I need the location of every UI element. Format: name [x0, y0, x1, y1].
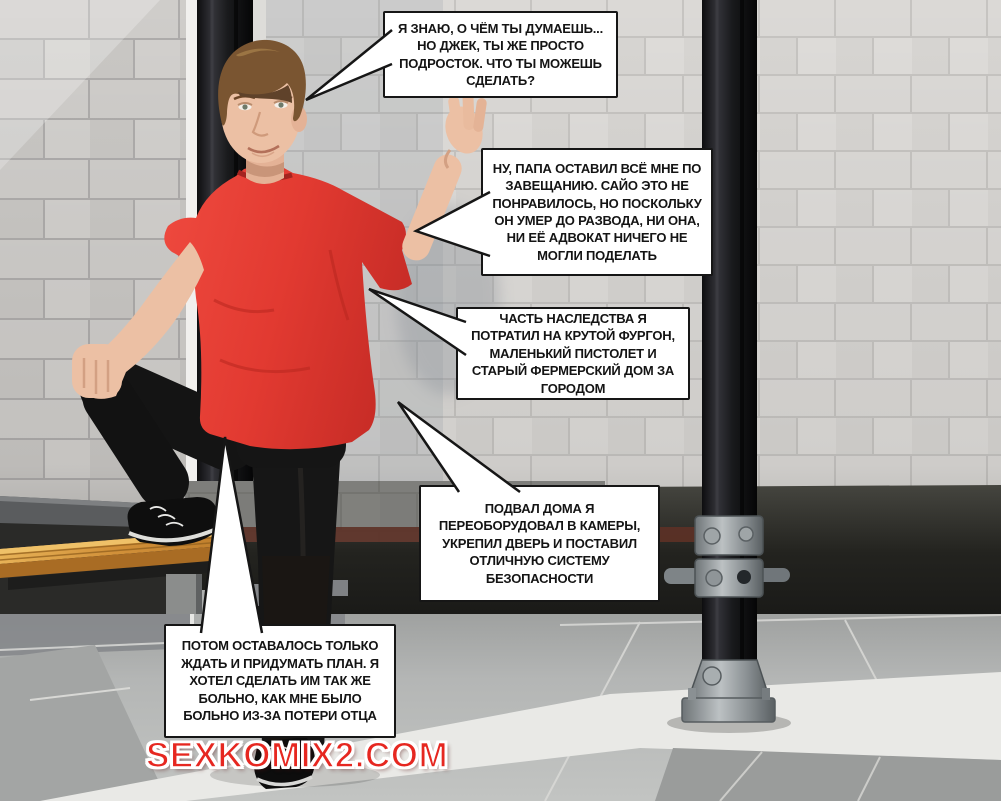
speech-bubble-2-text: НУ, ПАПА ОСТАВИЛ ВСЁ МНЕ ПО ЗАВЕЩАНИЮ. САЙО ЭТО НЕ ПОНРАВИЛОСЬ, НО ПОСКОЛЬКУ ОН УМЕР ДО РАЗВОДА, НИ ОНА, НИ ЕЁ АДВОКАТ НИЧЕГО НЕ МОГЛИ ПОДЕЛАТЬ — [492, 160, 702, 263]
speech-bubble-1 — [383, 11, 618, 98]
speech-bubble-4-text: ПОДВАЛ ДОМА Я ПЕРЕОБОРУДОВАЛ В КАМЕРЫ, УКРЕПИЛ ДВЕРЬ И ПОСТАВИЛ ОТЛИЧНУЮ СИСТЕМУ БЕЗОПАСНОСТИ — [438, 500, 641, 586]
speech-bubble-2 — [481, 148, 713, 276]
speech-bubble-3-text: ЧАСТЬ НАСЛЕДСТВА Я ПОТРАТИЛ НА КРУТОЙ ФУРГОН, МАЛЕНЬКИЙ ПИСТОЛЕТ И СТАРЫЙ ФЕРМЕРСКИЙ ДОМ ЗА ГОРОДОМ — [471, 310, 675, 396]
speech-bubble-4 — [419, 485, 660, 602]
speech-bubble-5 — [164, 624, 396, 738]
resting-hand — [72, 344, 122, 398]
site-watermark: SEXKOMIX2.COM — [146, 736, 449, 775]
speech-bubble-3 — [456, 307, 690, 400]
speech-bubble-5-text: ПОТОМ ОСТАВАЛОСЬ ТОЛЬКО ЖДАТЬ И ПРИДУМАТЬ ПЛАН. Я ХОТЕЛ СДЕЛАТЬ ИМ ТАК ЖЕ БОЛЬНО, КАК МНЕ БЫЛО БОЛЬНО ИЗ-ЗА ПОТЕРИ ОТЦА — [181, 638, 379, 724]
sneaker-on-bench — [128, 497, 217, 546]
speech-bubble-1-text: Я ЗНАЮ, О ЧЁМ ТЫ ДУМАЕШЬ... НО ДЖЕК, ТЫ ЖЕ ПРОСТО ПОДРОСТОК. ЧТО ТЫ МОЖЕШЬ СДЕЛАТЬ? — [397, 20, 604, 88]
